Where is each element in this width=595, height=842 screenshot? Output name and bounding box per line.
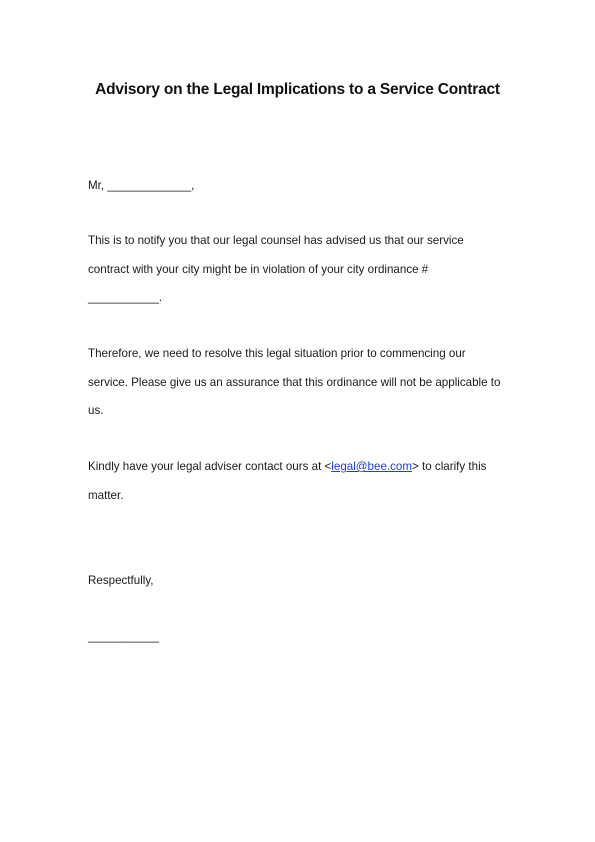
paragraph-2-line-2: service. Please give us an assurance that this ordinance will not be applicable to bbox=[88, 376, 501, 389]
signature-line: ___________ bbox=[88, 630, 159, 643]
paragraph-1-line-3: ___________. bbox=[88, 291, 163, 304]
paragraph-2-line-3: us. bbox=[88, 404, 104, 417]
closing: Respectfully, bbox=[88, 574, 154, 587]
paragraph-1-line-1: This is to notify you that our legal counsel has advised us that our service bbox=[88, 234, 464, 247]
paragraph-3-text-after: > to clarify this bbox=[412, 460, 487, 473]
document-title: Advisory on the Legal Implications to a Service Contract bbox=[95, 81, 500, 98]
paragraph-2-line-1: Therefore, we need to resolve this legal situation prior to commencing our bbox=[88, 347, 466, 360]
paragraph-3-text-before: Kindly have your legal adviser contact ours at < bbox=[88, 460, 332, 473]
email-link[interactable]: legal@bee.com bbox=[331, 460, 413, 473]
paragraph-3-line-2: matter. bbox=[88, 489, 124, 502]
paragraph-3-line-1 bbox=[88, 460, 486, 474]
paragraph-1-line-2: contract with your city might be in violation of your city ordinance # bbox=[88, 263, 429, 276]
salutation: Mr, _____________, bbox=[88, 179, 195, 192]
